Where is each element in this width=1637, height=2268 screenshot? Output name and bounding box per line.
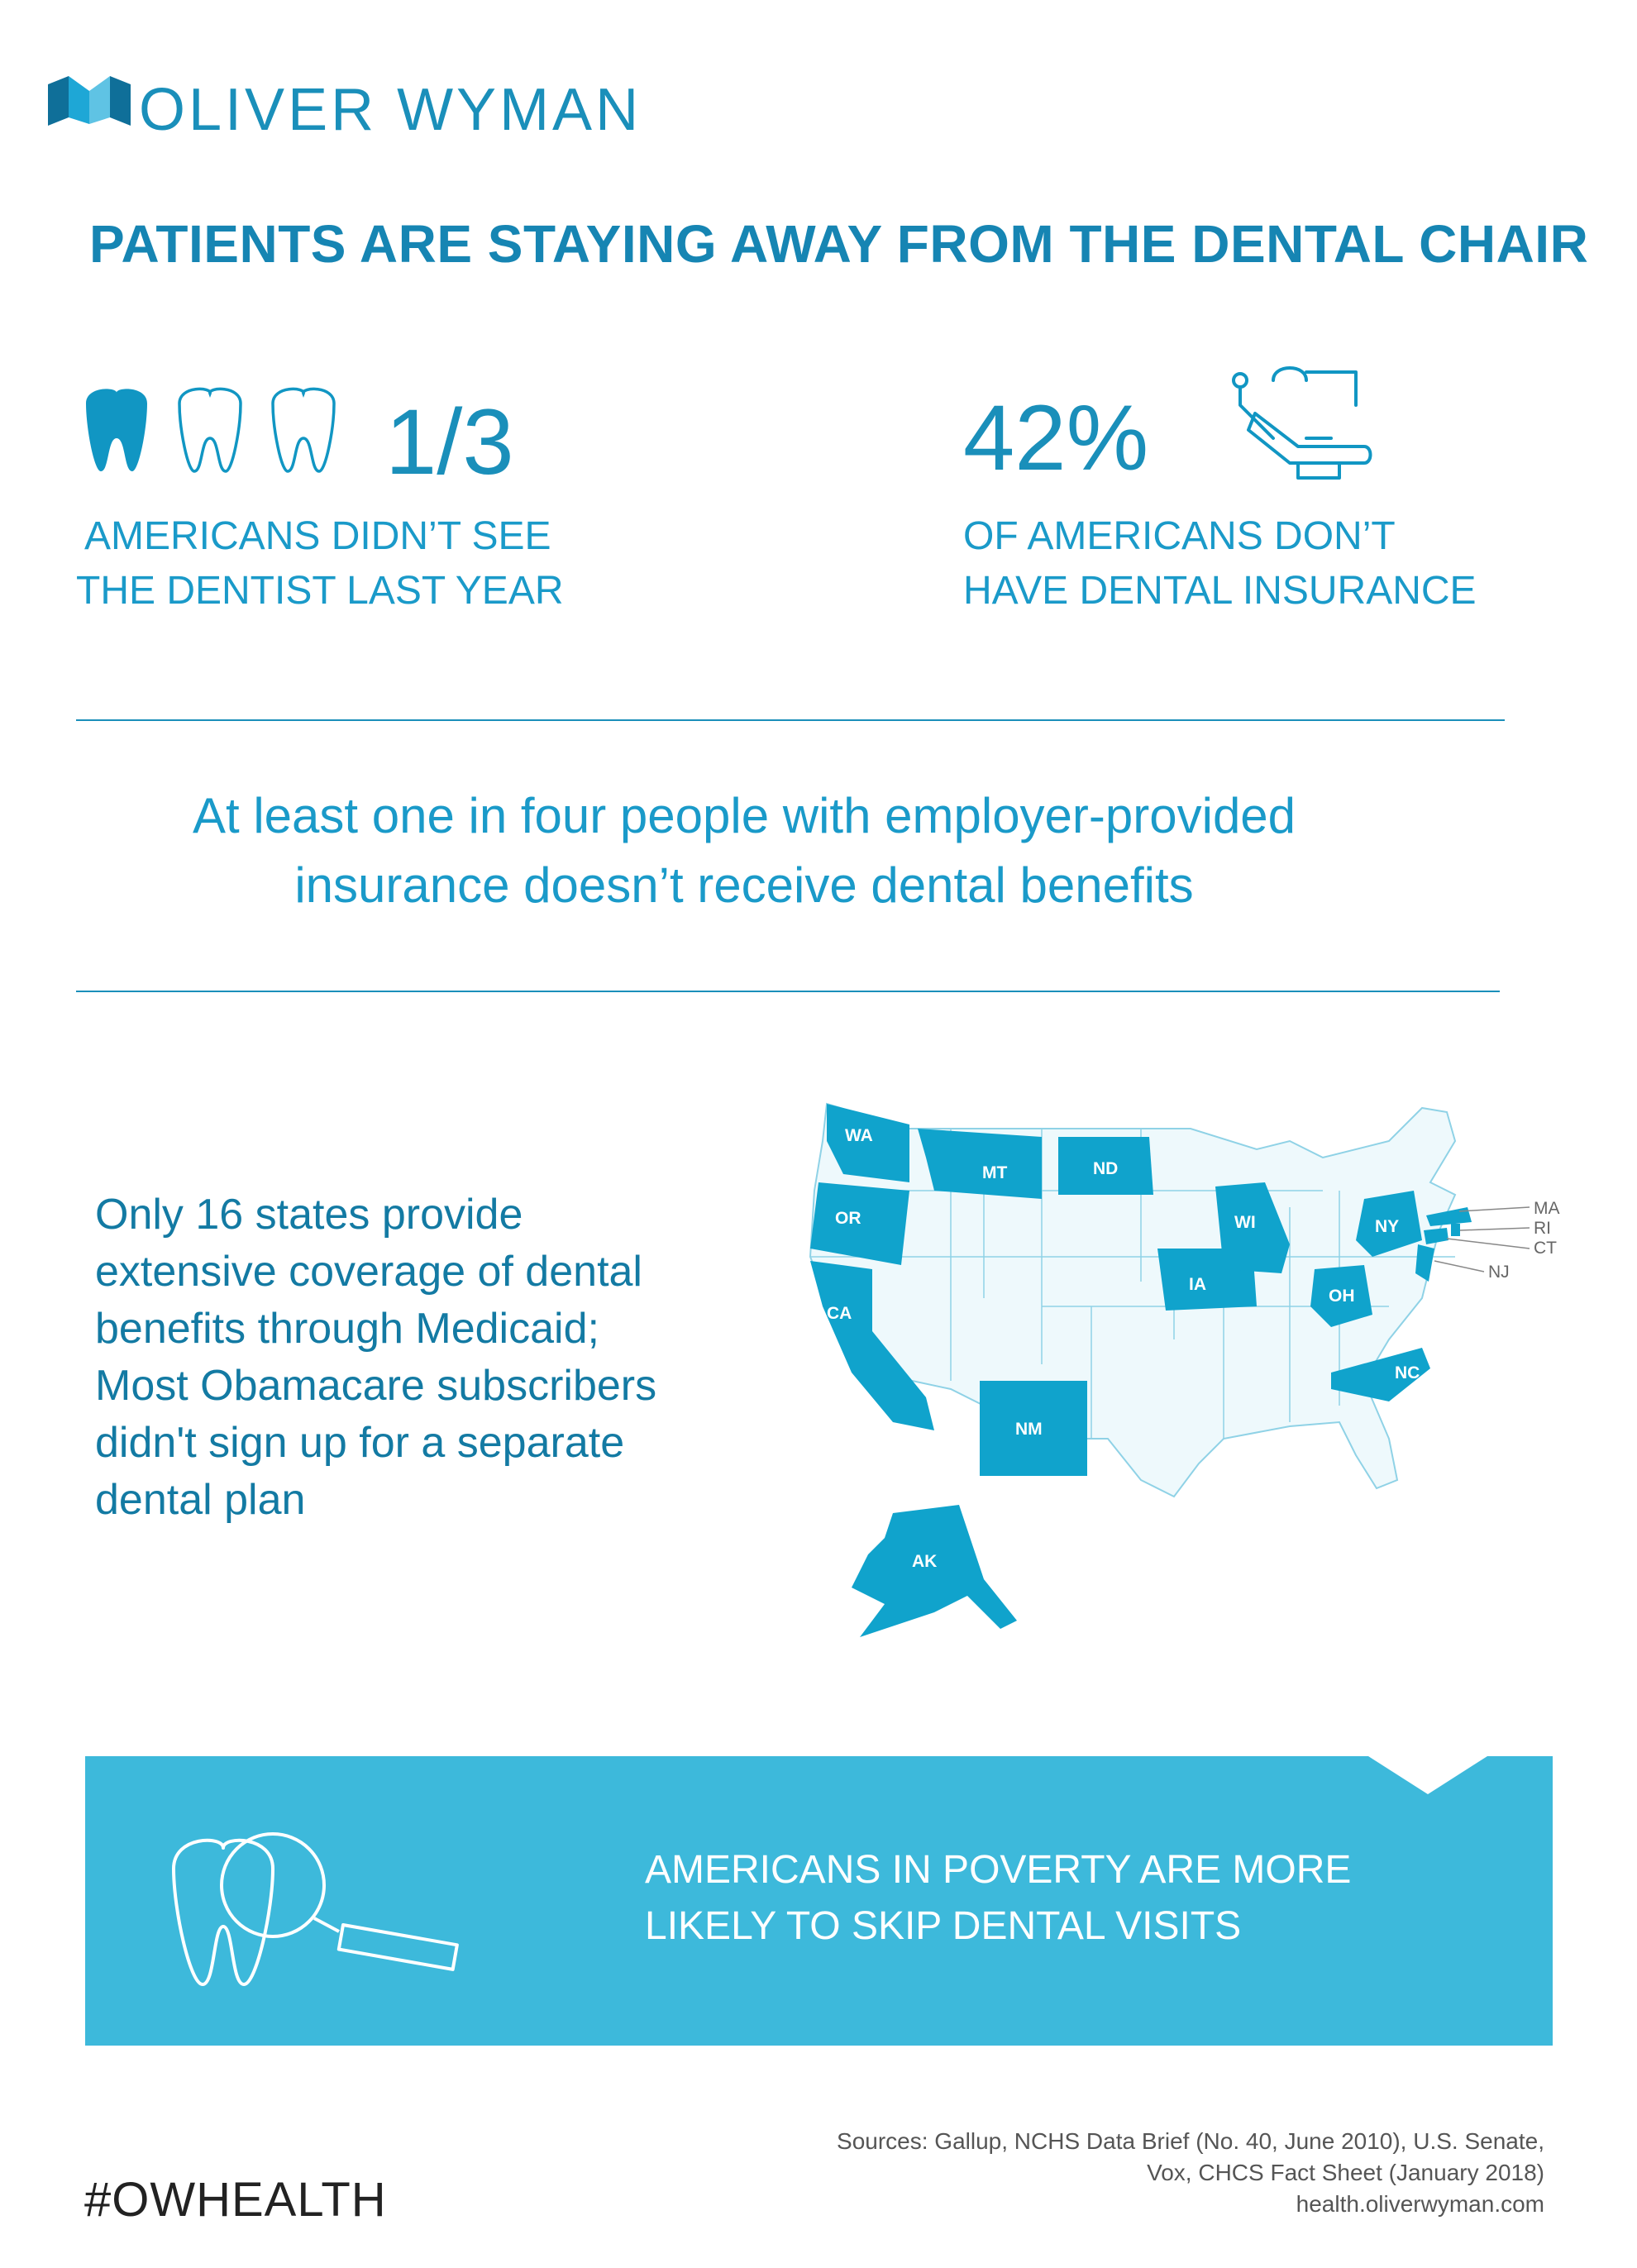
state-label-nd: ND	[1093, 1159, 1119, 1178]
poverty-text	[645, 1842, 1351, 1955]
stat-caption-line1: AMERICANS DIDN’T SEE	[84, 514, 551, 558]
stat-value-percent: 42%	[963, 386, 1149, 489]
tooth-magnifier-icon	[165, 1827, 529, 2001]
brand-name: OLIVER WYMAN	[139, 77, 642, 143]
medicaid-text-line: Only 16 states provide	[95, 1191, 523, 1239]
state-CT	[1424, 1228, 1448, 1244]
stat-caption-line2: HAVE DENTAL INSURANCE	[963, 569, 1477, 613]
side-label-ma: MA	[1534, 1199, 1560, 1218]
page-title: PATIENTS ARE STAYING AWAY FROM THE DENTAL CHAIR	[89, 214, 1589, 274]
sources	[837, 2126, 1544, 2220]
state-RI	[1451, 1224, 1460, 1236]
stat-caption-line1: OF AMERICANS DON’T	[963, 514, 1396, 558]
medicaid-text-line: Most Obamacare subscribers	[95, 1362, 657, 1410]
poverty-text-line1: AMERICANS IN POVERTY ARE MORE	[645, 1848, 1352, 1892]
sources-url[interactable]: health.oliverwyman.com	[1296, 2191, 1544, 2217]
medicaid-text-line: didn't sign up for a separate	[95, 1419, 625, 1467]
divider-top	[76, 719, 1505, 721]
state-label-oh: OH	[1329, 1287, 1355, 1306]
sources-line1: Sources: Gallup, NCHS Data Brief (No. 40, June 2010), U.S. Senate,	[837, 2128, 1544, 2154]
dental-chair-icon	[1224, 356, 1389, 488]
side-label-ri: RI	[1534, 1219, 1551, 1238]
medicaid-text-line: extensive coverage of dental	[95, 1248, 642, 1296]
state-label-nc: NC	[1395, 1363, 1420, 1382]
stat-caption-line2: THE DENTIST LAST YEAR	[76, 569, 564, 613]
medicaid-text-line: dental plan	[95, 1476, 306, 1524]
quote-line2: insurance doesn’t receive dental benefits	[294, 857, 1194, 913]
stat-value-third: 1/3	[385, 390, 514, 494]
tooth-icon	[78, 385, 351, 476]
hashtag: #OWHEALTH	[84, 2173, 387, 2227]
state-label-wa: WA	[845, 1126, 873, 1145]
sources-line2: Vox, CHCS Fact Sheet (January 2018)	[1147, 2160, 1544, 2185]
state-AK	[852, 1505, 1017, 1637]
divider-bottom	[76, 991, 1500, 992]
state-label-ak: AK	[912, 1552, 938, 1571]
state-label-mt: MT	[982, 1163, 1008, 1182]
us-map	[794, 1091, 1579, 1670]
medicaid-text	[95, 1187, 723, 1529]
state-label-or: OR	[835, 1209, 861, 1228]
poverty-text-line2: LIKELY TO SKIP DENTAL VISITS	[645, 1904, 1242, 1948]
quote-line1: At least one in four people with employer-provided	[192, 788, 1296, 843]
side-label-nj: NJ	[1488, 1263, 1510, 1282]
oliver-wyman-logo-icon	[48, 76, 131, 126]
state-label-ny: NY	[1375, 1217, 1400, 1236]
medicaid-text-line: benefits through Medicaid;	[95, 1305, 599, 1353]
state-label-ia: IA	[1189, 1275, 1206, 1294]
state-label-ca: CA	[827, 1304, 852, 1323]
state-label-wi: WI	[1234, 1213, 1256, 1232]
quote-text	[0, 781, 1488, 920]
state-MT	[918, 1129, 1042, 1199]
banner-notch	[1368, 1756, 1487, 1794]
side-label-ct: CT	[1534, 1239, 1557, 1258]
state-label-nm: NM	[1015, 1420, 1043, 1439]
